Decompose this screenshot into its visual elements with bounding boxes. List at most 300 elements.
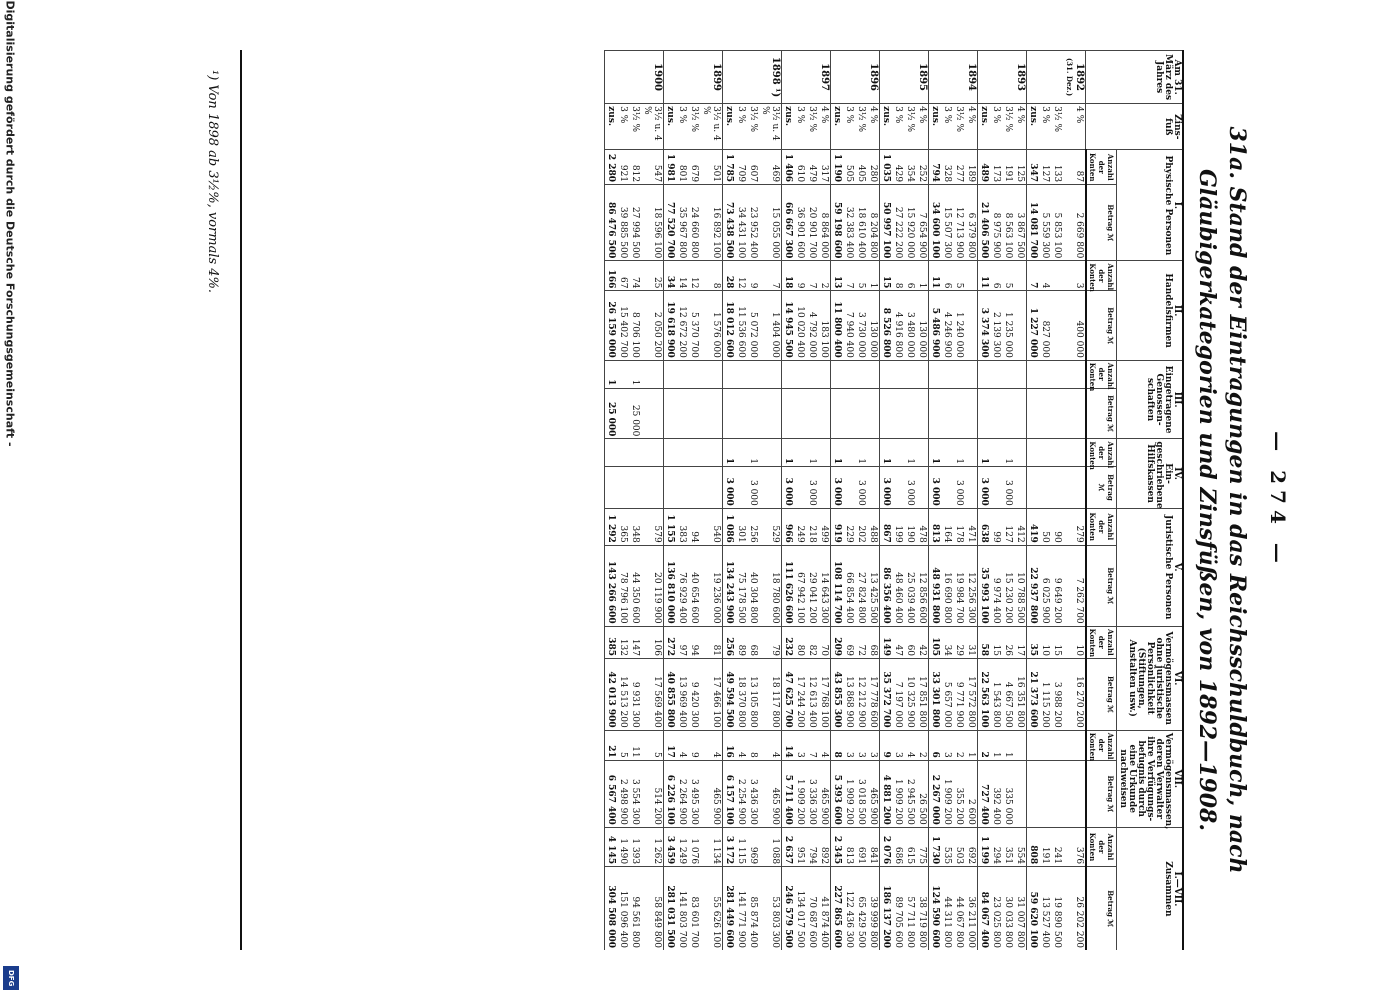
amount-cell <box>782 388 795 439</box>
count-cell: 1 730 <box>929 827 942 866</box>
count-cell: 529 <box>760 508 783 545</box>
count-cell <box>1064 360 1087 388</box>
count-cell: 1 249 <box>677 827 689 866</box>
amount-subheader: Betrag ℳ <box>1086 760 1117 827</box>
amount-cell <box>605 467 618 509</box>
amount-cell: 20 901 700 <box>807 185 819 261</box>
count-cell: 69 <box>844 626 856 658</box>
table-row <box>954 51 966 951</box>
count-cell: 16 <box>723 730 736 760</box>
amount-cell: 141 803 700 <box>677 867 689 950</box>
count-cell: 8 <box>893 261 905 291</box>
amount-cell <box>1027 467 1040 509</box>
amount-cell: 15 055 000 <box>760 185 783 261</box>
count-cell: 280 <box>868 150 881 185</box>
count-cell: 35 <box>1027 626 1040 658</box>
count-cell <box>1040 730 1052 760</box>
count-cell: 547 <box>642 150 665 185</box>
count-cell: 10 <box>1064 626 1087 658</box>
amount-cell <box>1052 760 1064 827</box>
count-cell <box>1003 360 1015 388</box>
rate-column-header: Zins-fuß <box>1086 104 1182 150</box>
table-row <box>1052 51 1064 951</box>
count-cell <box>917 360 930 388</box>
table-head <box>1086 51 1182 951</box>
count-cell <box>1052 730 1064 760</box>
amount-cell <box>1027 388 1040 439</box>
total-row <box>664 51 677 951</box>
group-header <box>1117 261 1183 360</box>
group-number: I.—VII. <box>1172 871 1182 907</box>
count-cell: 209 <box>831 626 844 658</box>
amount-cell: 227 865 600 <box>831 867 844 950</box>
amount-cell <box>1040 388 1052 439</box>
amount-cell: 13 425 500 <box>868 545 881 626</box>
amount-cell: 355 200 <box>954 760 966 827</box>
count-cell: 489 <box>978 150 991 185</box>
amount-cell: 48 460 400 <box>893 545 905 626</box>
amount-cell: 19 236 000 <box>701 545 724 626</box>
count-cell: 9 <box>689 730 701 760</box>
amount-cell: 124 590 600 <box>929 867 942 950</box>
amount-cell: 18 780 600 <box>760 545 783 626</box>
count-cell <box>917 439 930 467</box>
amount-cell <box>664 467 677 509</box>
amount-cell: 42 013 900 <box>605 659 618 731</box>
rate-cell: 3 % <box>1040 104 1052 150</box>
count-cell: 166 <box>605 261 618 291</box>
footnote: ¹) Von 1898 ab 3½%, vormals 4%. <box>205 70 220 294</box>
count-cell: 2 <box>917 730 930 760</box>
amount-cell: 26 159 000 <box>605 291 618 360</box>
amount-cell <box>991 467 1003 509</box>
amount-cell: 12 672 200 <box>677 291 689 360</box>
amount-cell: 304 508 000 <box>605 867 618 950</box>
group-label: Eingetragene Genossen-schaften <box>1145 365 1173 434</box>
count-cell: 1 <box>966 730 979 760</box>
count-subheader: Anzahl der Konten <box>1086 626 1117 658</box>
count-cell: 2 637 <box>782 827 795 866</box>
amount-cell <box>929 388 942 439</box>
rate-cell: 3 % <box>893 104 905 150</box>
count-cell: 5 <box>856 261 868 291</box>
count-cell: 272 <box>664 626 677 658</box>
count-cell: 691 <box>856 827 868 866</box>
amount-cell: 3 000 <box>929 467 942 509</box>
amount-cell: 5 853 100 <box>1052 185 1064 261</box>
count-cell: 279 <box>1064 508 1087 545</box>
page-title: 31a. Stand der Eintragungen in das Reichsschuldbuch, nach Gläubigerkategorien und Zinsfüßen, von 1892—1908. <box>1194 126 1250 874</box>
amount-cell <box>1015 467 1028 509</box>
count-cell: 1 490 <box>618 827 630 866</box>
count-cell <box>760 360 783 388</box>
amount-cell: 34 600 100 <box>929 185 942 261</box>
count-cell: 26 <box>1003 626 1015 658</box>
count-cell <box>893 439 905 467</box>
amount-cell: 9 931 300 <box>630 659 642 731</box>
rate-cell: 4 % <box>819 104 832 150</box>
amount-cell: 827 000 <box>1040 291 1052 360</box>
count-cell: 256 <box>723 626 736 658</box>
count-cell: 7 <box>807 730 819 760</box>
count-cell: 412 <box>1015 508 1028 545</box>
count-cell: 277 <box>954 150 966 185</box>
amount-cell: 10 325 900 <box>905 659 917 731</box>
total-row <box>831 51 844 951</box>
count-cell: 218 <box>807 508 819 545</box>
amount-cell: 65 429 500 <box>856 867 868 950</box>
amount-cell: 9 420 300 <box>689 659 701 731</box>
amount-cell: 15 507 300 <box>942 185 954 261</box>
count-cell: 6 <box>942 261 954 291</box>
amount-cell <box>748 388 760 439</box>
amount-cell: 39 999 800 <box>868 867 881 950</box>
count-cell: 13 <box>831 261 844 291</box>
count-cell <box>1027 439 1040 467</box>
amount-cell: 59 198 600 <box>831 185 844 261</box>
amount-cell: 7 262 700 <box>1064 545 1087 626</box>
amount-cell <box>807 388 819 439</box>
count-cell: 7 <box>1027 261 1040 291</box>
count-cell: 72 <box>856 626 868 658</box>
count-cell: 1 393 <box>630 827 642 866</box>
count-cell: 813 <box>929 508 942 545</box>
amount-cell: 108 114 700 <box>831 545 844 626</box>
table-body <box>605 51 1086 951</box>
count-cell: 1 086 <box>723 508 736 545</box>
count-cell: 3 <box>844 730 856 760</box>
amount-cell: 34 431 100 <box>736 185 748 261</box>
amount-cell: 15 402 700 <box>618 291 630 360</box>
count-cell: 15 <box>880 261 893 291</box>
count-cell: 87 <box>1064 150 1087 185</box>
amount-cell <box>1015 388 1028 439</box>
group-number: VI. <box>1172 671 1182 686</box>
amount-cell: 183 100 <box>819 291 832 360</box>
page-header <box>1192 30 1290 970</box>
amount-cell: 465 900 <box>819 760 832 827</box>
rate-cell: 3 % <box>942 104 954 150</box>
count-cell: 4 145 <box>605 827 618 866</box>
group-label: Handelsfirmen <box>1163 273 1173 348</box>
count-cell: 125 <box>1015 150 1028 185</box>
count-cell: 2 076 <box>880 827 893 866</box>
count-cell: 1 <box>1003 730 1015 760</box>
amount-cell: 15 230 200 <box>1003 545 1015 626</box>
amount-cell: 13 527 400 <box>1040 867 1052 950</box>
amount-cell: 39 885 500 <box>618 185 630 261</box>
group-number: IV. <box>1172 467 1182 480</box>
count-cell: 1 <box>723 439 736 467</box>
amount-cell: 6 567 400 <box>605 760 618 827</box>
amount-cell: 12 212 900 <box>856 659 868 731</box>
amount-cell <box>1040 760 1052 827</box>
count-cell: 1 <box>1003 439 1015 467</box>
amount-cell: 3 000 <box>978 467 991 509</box>
amount-cell: 10 788 500 <box>1015 545 1028 626</box>
rate-cell: 4 % <box>1064 104 1087 150</box>
count-cell: 638 <box>978 508 991 545</box>
count-cell <box>1015 730 1028 760</box>
count-cell: 966 <box>782 508 795 545</box>
amount-cell: 16 892 100 <box>701 185 724 261</box>
amount-cell <box>1052 467 1064 509</box>
group-header <box>1117 626 1183 730</box>
amount-cell: 31 007 800 <box>1015 867 1028 950</box>
count-cell <box>868 439 881 467</box>
year-cell <box>917 51 930 104</box>
count-cell <box>1064 730 1087 760</box>
amount-cell <box>677 388 689 439</box>
count-cell: 469 <box>760 150 783 185</box>
count-cell: 132 <box>618 626 630 658</box>
count-cell: 5 <box>618 730 630 760</box>
amount-cell: 70 687 600 <box>807 867 819 950</box>
count-cell: 81 <box>701 626 724 658</box>
count-cell: 951 <box>795 827 807 866</box>
count-cell <box>868 360 881 388</box>
amount-cell: 3 000 <box>723 467 736 509</box>
group-header <box>1117 360 1183 439</box>
count-cell <box>966 360 979 388</box>
count-cell: 1 190 <box>831 150 844 185</box>
count-cell: 127 <box>1040 150 1052 185</box>
amount-cell: 9 974 400 <box>991 545 1003 626</box>
amount-cell: 6 226 100 <box>664 760 677 827</box>
count-subheader: Anzahl der Konten <box>1086 261 1117 291</box>
count-cell <box>736 439 748 467</box>
count-cell: 9 <box>880 730 893 760</box>
amount-cell: 335 000 <box>1003 760 1015 827</box>
amount-cell: 7 654 900 <box>917 185 930 261</box>
amount-cell: 16 351 800 <box>1015 659 1028 731</box>
count-cell: 25 <box>642 261 665 291</box>
rate-cell: 4 % <box>1015 104 1028 150</box>
count-cell: 376 <box>1064 827 1087 866</box>
amount-cell: 8 975 900 <box>991 185 1003 261</box>
count-cell: 7 <box>760 261 783 291</box>
amount-cell <box>677 467 689 509</box>
amount-cell: 76 929 400 <box>677 545 689 626</box>
year-cell <box>831 51 844 104</box>
amount-cell: 2 498 900 <box>618 760 630 827</box>
amount-cell: 40 855 800 <box>664 659 677 731</box>
amount-cell <box>736 467 748 509</box>
count-cell: 2 280 <box>605 150 618 185</box>
count-cell <box>723 360 736 388</box>
amount-cell: 3 000 <box>831 467 844 509</box>
amount-cell: 17 572 800 <box>966 659 979 731</box>
count-cell: 471 <box>966 508 979 545</box>
amount-subheader: Betrag ℳ <box>1086 291 1117 360</box>
count-cell <box>677 360 689 388</box>
count-cell <box>1015 439 1028 467</box>
amount-cell: 9 649 200 <box>1052 545 1064 626</box>
count-cell: 68 <box>748 626 760 658</box>
amount-cell: 3 988 200 <box>1052 659 1064 731</box>
amount-cell <box>966 467 979 509</box>
total-row <box>880 51 893 951</box>
count-cell: 68 <box>868 626 881 658</box>
table-row <box>1015 51 1028 951</box>
count-cell: 1 785 <box>723 150 736 185</box>
count-cell: 3 <box>856 730 868 760</box>
amount-cell: 25 039 400 <box>905 545 917 626</box>
amount-cell: 55 626 100 <box>701 867 724 950</box>
amount-cell: 6 157 100 <box>723 760 736 827</box>
count-cell: 2 <box>819 261 832 291</box>
amount-cell <box>1064 760 1087 827</box>
amount-cell: 4 792 000 <box>807 291 819 360</box>
count-cell: 813 <box>844 827 856 866</box>
table-row <box>966 51 979 951</box>
amount-cell: 130 000 <box>868 291 881 360</box>
count-cell <box>748 360 760 388</box>
amount-cell: 5 370 700 <box>689 291 701 360</box>
count-subheader: Anzahl der Konten <box>1086 730 1117 760</box>
count-cell: 202 <box>856 508 868 545</box>
amount-cell: 3 000 <box>782 467 795 509</box>
table-row <box>991 51 1003 951</box>
count-cell <box>844 439 856 467</box>
amount-cell: 26 500 <box>917 760 930 827</box>
count-cell <box>605 439 618 467</box>
amount-cell: 1 909 200 <box>795 760 807 827</box>
count-cell: 3 <box>868 730 881 760</box>
amount-cell <box>1015 291 1028 360</box>
count-cell: 12 <box>736 261 748 291</box>
amount-cell: 86 476 500 <box>605 185 618 261</box>
amount-cell <box>831 388 844 439</box>
count-cell: 1 035 <box>880 150 893 185</box>
rate-cell: 3½ % <box>905 104 917 150</box>
amount-cell <box>966 388 979 439</box>
amount-cell <box>1052 291 1064 360</box>
amount-cell: 3 000 <box>807 467 819 509</box>
amount-cell: 400 000 <box>1064 291 1087 360</box>
count-cell <box>1052 261 1064 291</box>
amount-cell: 465 900 <box>868 760 881 827</box>
amount-cell: 151 096 400 <box>618 867 630 950</box>
year-cell <box>723 51 736 104</box>
group-number: III. <box>1172 391 1182 408</box>
count-cell: 419 <box>1027 508 1040 545</box>
amount-subheader: Betrag ℳ <box>1086 388 1117 439</box>
count-cell: 2 345 <box>831 827 844 866</box>
amount-cell <box>736 388 748 439</box>
rate-cell: 4 % <box>917 104 930 150</box>
amount-cell: 8 526 800 <box>880 291 893 360</box>
amount-cell <box>689 467 701 509</box>
amount-cell: 59 620 100 <box>1027 867 1040 950</box>
count-cell: 405 <box>856 150 868 185</box>
count-cell: 241 <box>1052 827 1064 866</box>
count-cell: 147 <box>630 626 642 658</box>
count-cell: 8 <box>831 730 844 760</box>
amount-cell: 5 711 400 <box>782 760 795 827</box>
count-cell: 106 <box>642 626 665 658</box>
amount-cell <box>701 388 724 439</box>
amount-cell: 3 480 000 <box>905 291 917 360</box>
year-cell <box>966 51 979 104</box>
amount-subheader: Betrag ℳ <box>1086 545 1117 626</box>
table-row <box>760 51 783 951</box>
count-cell <box>929 360 942 388</box>
amount-cell: 17 466 100 <box>701 659 724 731</box>
count-cell: 252 <box>917 150 930 185</box>
count-cell <box>664 439 677 467</box>
count-cell: 503 <box>954 827 966 866</box>
rate-cell: 3½ % <box>630 104 642 150</box>
count-cell: 3 172 <box>723 827 736 866</box>
amount-cell <box>630 467 642 509</box>
amount-cell <box>795 388 807 439</box>
year-cell <box>807 51 819 104</box>
count-cell: 1 981 <box>664 150 677 185</box>
count-subheader: Anzahl der Konten <box>1086 827 1117 866</box>
count-cell: 5 <box>642 730 665 760</box>
amount-cell: 40 654 600 <box>689 545 701 626</box>
amount-cell: 2 600 <box>966 760 979 827</box>
amount-cell: 130 000 <box>917 291 930 360</box>
count-cell <box>893 360 905 388</box>
count-cell: 347 <box>1027 150 1040 185</box>
count-cell: 79 <box>760 626 783 658</box>
amount-cell: 11 800 400 <box>831 291 844 360</box>
amount-cell: 83 601 700 <box>689 867 701 950</box>
amount-cell: 111 626 600 <box>782 545 795 626</box>
count-cell: 1 <box>807 439 819 467</box>
amount-cell: 2 139 300 <box>991 291 1003 360</box>
amount-cell <box>618 467 630 509</box>
count-cell <box>831 360 844 388</box>
amount-cell: 73 438 500 <box>723 185 736 261</box>
amount-cell: 13 969 400 <box>677 659 689 731</box>
count-cell <box>954 360 966 388</box>
amount-cell: 1 115 200 <box>1040 659 1052 731</box>
amount-cell: 36 901 600 <box>795 185 807 261</box>
amount-cell: 1 240 000 <box>954 291 966 360</box>
count-cell: 801 <box>677 150 689 185</box>
year-value: 1897 <box>819 63 831 91</box>
count-cell: 1 292 <box>605 508 618 545</box>
year-cell <box>689 51 701 104</box>
amount-cell: 3 000 <box>856 467 868 509</box>
count-cell: 554 <box>1015 827 1028 866</box>
year-note: (31. Dez.) <box>1065 57 1075 97</box>
count-cell: 501 <box>701 150 724 185</box>
amount-cell <box>917 467 930 509</box>
year-cell <box>782 51 795 104</box>
count-cell: 3 <box>1064 261 1087 291</box>
year-cell <box>991 51 1003 104</box>
table-row <box>642 51 665 951</box>
count-cell: 1 <box>831 439 844 467</box>
amount-cell: 27 994 500 <box>630 185 642 261</box>
count-cell: 499 <box>819 508 832 545</box>
count-cell <box>795 360 807 388</box>
count-cell: 841 <box>868 827 881 866</box>
count-cell: 615 <box>905 827 917 866</box>
amount-cell: 77 520 700 <box>664 185 677 261</box>
rate-cell: zus. <box>978 104 991 150</box>
rate-cell: zus. <box>664 104 677 150</box>
count-cell <box>880 360 893 388</box>
amount-cell: 7 197 000 <box>893 659 905 731</box>
count-cell: 28 <box>723 261 736 291</box>
page-number: — 274 — <box>1266 431 1290 569</box>
amount-cell: 17 778 600 <box>868 659 881 731</box>
